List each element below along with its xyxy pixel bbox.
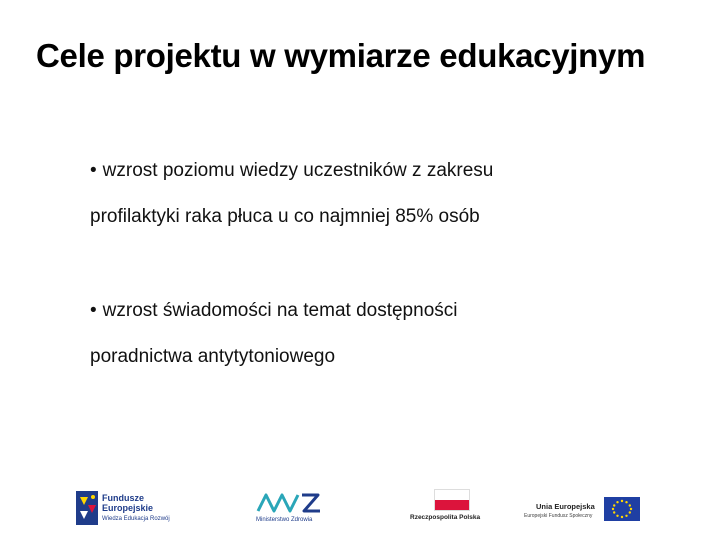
mz-zigzag-icon [256,491,322,515]
fundusze-europejskie-logo [76,485,226,533]
footer-logos [0,485,720,535]
bullet-line-continued: profilaktyki raka płuca u co najmniej 85% osób [90,206,480,227]
unia-europejska-logo [524,485,644,533]
bullet-text: wzrost poziomu wiedzy uczestników z zakresu [102,160,494,181]
ue-tagline: Europejski Fundusz Społeczny [524,513,593,519]
eu-flag-icon [604,497,640,521]
bullet-dot: • [90,300,97,321]
bullet-text: wzrost świadomości na temat dostępności [102,300,458,321]
slide-title: Cele projektu w wymiarze edukacyjnym [36,37,646,74]
bullet-line [90,288,650,334]
fe-name [102,493,153,513]
bullet-line-continued: poradnictwa antytytoniowego [90,346,336,367]
bullet-dot: • [90,160,97,181]
bullet-line [90,148,650,194]
fe-tagline: Wiedza Edukacja Rozwój [102,516,170,522]
polish-flag-icon [434,489,470,511]
fe-name-line2: Europejskie [102,503,154,513]
mz-name: Ministerstwo Zdrowia [256,517,313,523]
ministerstwo-zdrowia-logo [252,485,332,533]
fundusze-europejskie-icon [76,491,98,525]
fe-name-line1: Fundusze [102,493,144,503]
bullet-item-1 [90,148,650,240]
bullet-item-2 [90,288,650,380]
rp-name: Rzeczpospolita Polska [410,514,481,521]
rzeczpospolita-polska-logo [408,485,498,533]
ue-name: Unia Europejska [536,502,595,511]
